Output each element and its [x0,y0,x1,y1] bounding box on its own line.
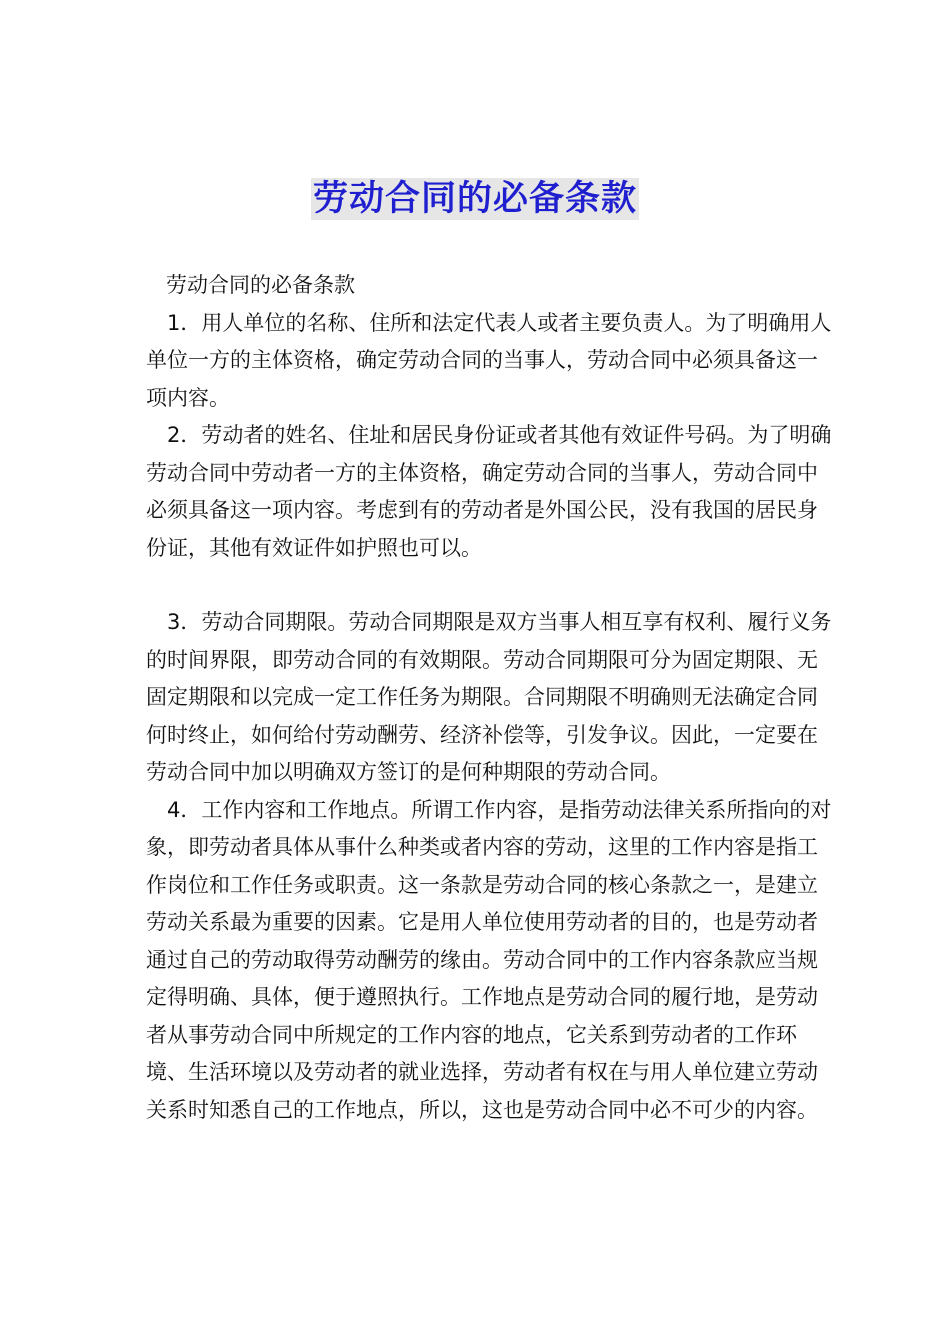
paragraph-3: 3．劳动合同期限。劳动合同期限是双方当事人相互享有权利、履行义务的时间界限，即劳动合同的有效期限。劳动合同期限可分为固定期限、无固定期限和以完成一定工作任务为期限。合同期限不明确则无法确定合同何时终止，如何给付劳动酬劳、经济补偿等，引发争议。因此，一定要在劳动合同中加以明确双方签订的是何种期限的劳动合同。 [146,610,832,784]
paragraph-4: 4．工作内容和工作地点。所谓工作内容，是指劳动法律关系所指向的对象，即劳动者具体从事什么种类或者内容的劳动，这里的工作内容是指工作岗位和工作任务或职责。这一条款是劳动合同的核心条款之一，是建立劳动关系最为重要的因素。它是用人单位使用劳动者的目的，也是劳动者通过自己的劳动取得劳动酬劳的缘由。劳动合同中的工作内容条款应当规定得明确、具体，便于遵照执行。工作地点是劳动合同的履行地，是劳动者从事劳动合同中所规定的工作内容的地点，它关系到劳动者的工作环境、生活环境以及劳动者的就业选择，劳动者有权在与用人单位建立劳动关系时知悉自己的工作地点，所以，这也是劳动合同中必不可少的内容。 [146,797,832,1122]
document-body [146,267,834,1129]
document-title: 劳动合同的必备条款 [312,179,637,219]
section-heading: 劳动合同的必备条款 [166,273,355,297]
title-container [0,178,950,220]
paragraph-1: 1．用人单位的名称、住所和法定代表人或者主要负责人。为了明确用人单位一方的主体资格，确定劳动合同的当事人，劳动合同中必须具备这一项内容。 [146,310,832,410]
paragraph-2: 2．劳动者的姓名、住址和居民身份证或者其他有效证件号码。为了明确劳动合同中劳动者一方的主体资格，确定劳动合同的当事人，劳动合同中必须具备这一项内容。考虑到有的劳动者是外国公民，没有我国的居民身份证，其他有效证件如护照也可以。 [146,423,832,560]
